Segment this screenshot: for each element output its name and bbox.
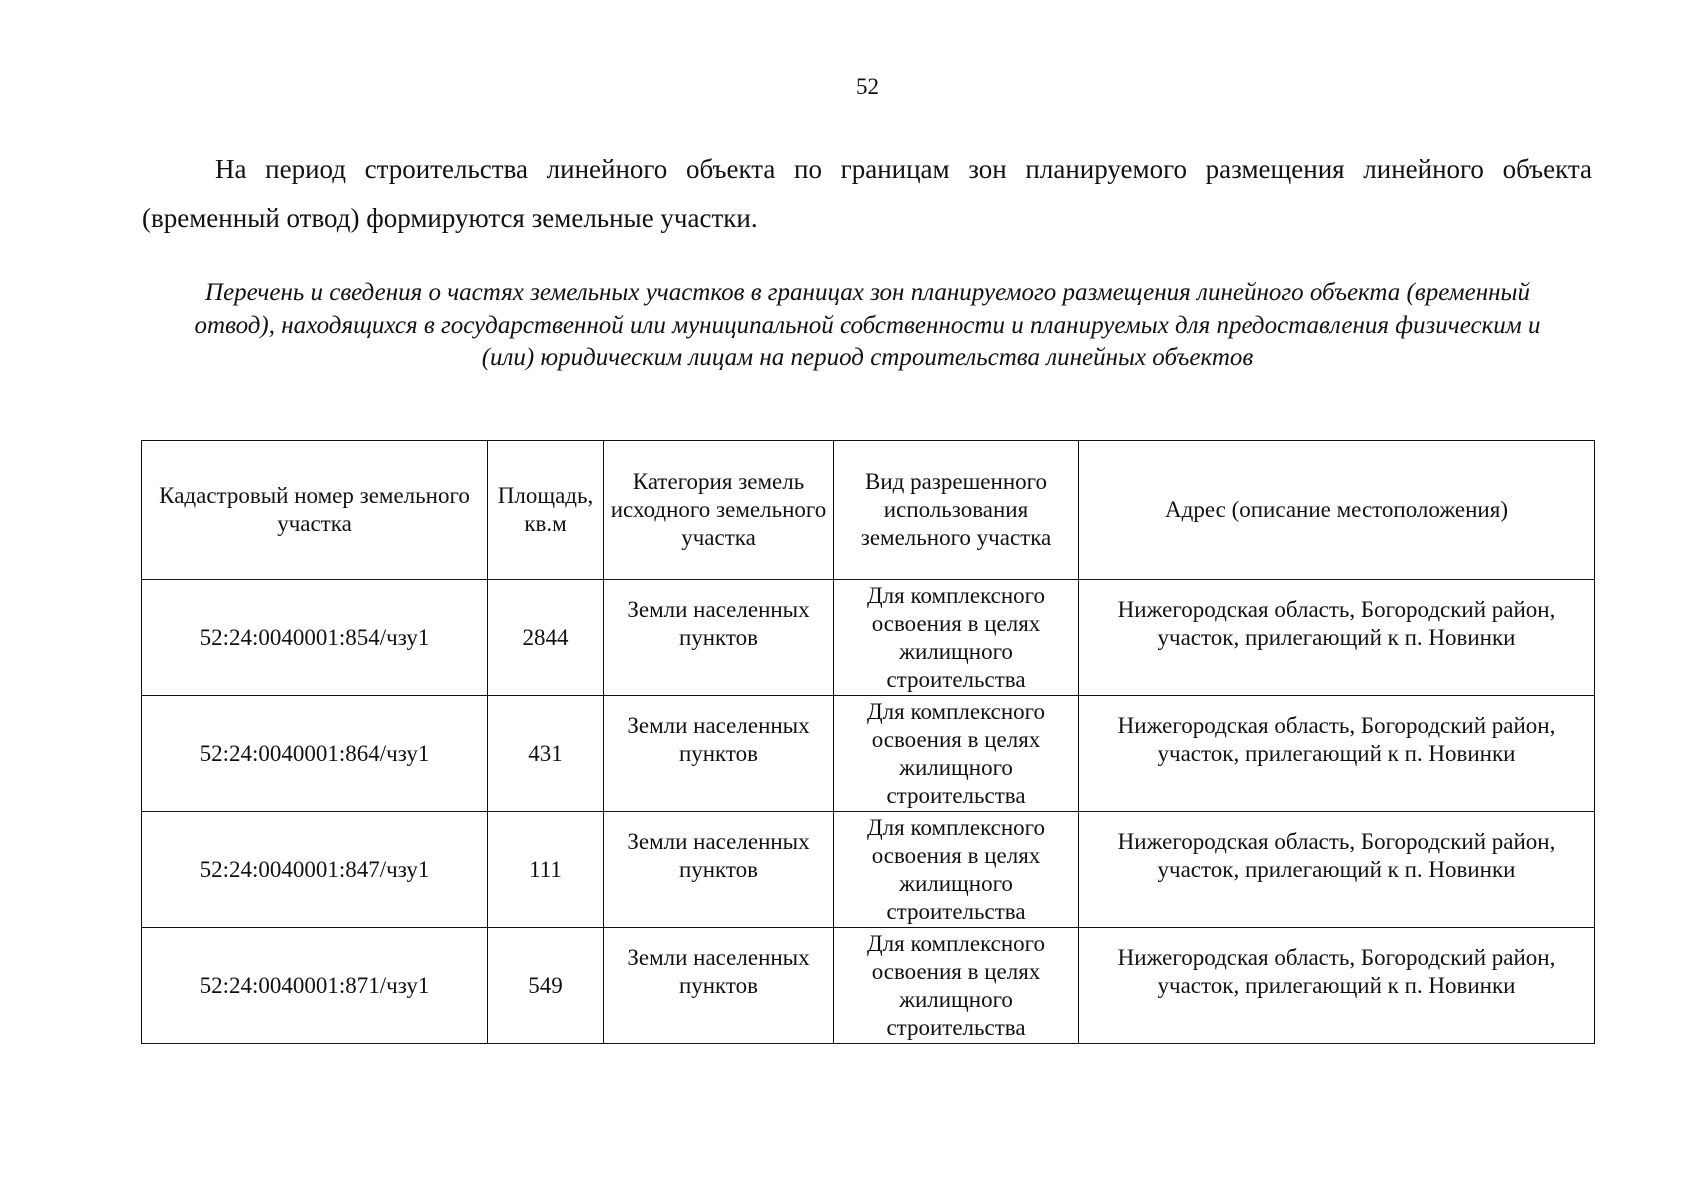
cell-cadastral-number: [142, 696, 488, 812]
cell-permitted-use: [834, 928, 1079, 1044]
address-text: Нижегородская область, Богородский район, участок, прилегающий к п. Новинки: [1117, 944, 1556, 998]
address-text: Нижегородская область, Богородский район, участок, прилегающий к п. Новинки: [1117, 596, 1556, 650]
cell-cadastral-number: [142, 580, 488, 696]
header-address: Адрес (описание местоположения): [1079, 441, 1595, 580]
area-text: 431: [528, 740, 563, 766]
header-cadastral-number: Кадастровый номер земельного участка: [142, 441, 488, 580]
land-category-text: Земли населенных пунктов: [627, 944, 810, 998]
land-category-text: Земли населенных пунктов: [627, 828, 810, 882]
cell-permitted-use: [834, 812, 1079, 928]
cell-area: [488, 928, 604, 1044]
land-category-text: Земли населенных пунктов: [627, 596, 810, 650]
cell-land-category: [604, 928, 834, 1044]
permitted-use-text: Для комплексного освоения в целях жилищного строительства: [866, 698, 1046, 808]
table-row: [142, 928, 1595, 1044]
page-number: 52: [856, 74, 879, 99]
table-caption: Перечень и сведения о частях земельных участков в границах зон планируемого размещения линейного объекта (временный отвод), находящихся в государственной или муниципальной собственности и планируемых для предоставления физическим и (или) юридическим лицам на период строительства линейных объектов: [194, 279, 1541, 371]
cadastral-number-text: 52:24:0040001:847/чзу1: [199, 856, 430, 882]
cell-permitted-use: [834, 696, 1079, 812]
land-category-text: Земли населенных пунктов: [627, 712, 810, 766]
permitted-use-text: Для комплексного освоения в целях жилищного строительства: [866, 814, 1046, 924]
cell-address: [1079, 580, 1595, 696]
area-text: 111: [529, 856, 562, 882]
table-row: [142, 580, 1595, 696]
permitted-use-text: Для комплексного освоения в целях жилищного строительства: [866, 582, 1046, 692]
cell-area: [488, 812, 604, 928]
table-row: [142, 696, 1595, 812]
address-text: Нижегородская область, Богородский район, участок, прилегающий к п. Новинки: [1117, 712, 1556, 766]
table-row: [142, 812, 1595, 928]
header-area: Площадь, кв.м: [488, 441, 604, 580]
cell-land-category: [604, 812, 834, 928]
address-text: Нижегородская область, Богородский район, участок, прилегающий к п. Новинки: [1117, 828, 1556, 882]
cell-cadastral-number: [142, 812, 488, 928]
header-land-category: Категория земель исходного земельного участка: [604, 441, 834, 580]
table-header-row: [142, 441, 1595, 580]
cell-area: [488, 696, 604, 812]
land-parcels-table: [141, 440, 1595, 1044]
cadastral-number-text: 52:24:0040001:871/чзу1: [199, 972, 430, 998]
header-permitted-use: Вид разрешенного использования земельного участка: [834, 441, 1079, 580]
area-text: 2844: [522, 624, 569, 650]
cell-address: [1079, 928, 1595, 1044]
cell-land-category: [604, 696, 834, 812]
cell-land-category: [604, 580, 834, 696]
permitted-use-text: Для комплексного освоения в целях жилищного строительства: [866, 930, 1046, 1040]
cadastral-number-text: 52:24:0040001:864/чзу1: [199, 740, 430, 766]
cell-cadastral-number: [142, 928, 488, 1044]
intro-paragraph: На период строительства линейного объекта по границам зон планируемого размещения линейного объекта (временный отвод) формируются земельные участки.: [142, 154, 1592, 233]
cell-permitted-use: [834, 580, 1079, 696]
cell-address: [1079, 812, 1595, 928]
area-text: 549: [528, 972, 563, 998]
cell-area: [488, 580, 604, 696]
cell-address: [1079, 696, 1595, 812]
cadastral-number-text: 52:24:0040001:854/чзу1: [199, 624, 430, 650]
